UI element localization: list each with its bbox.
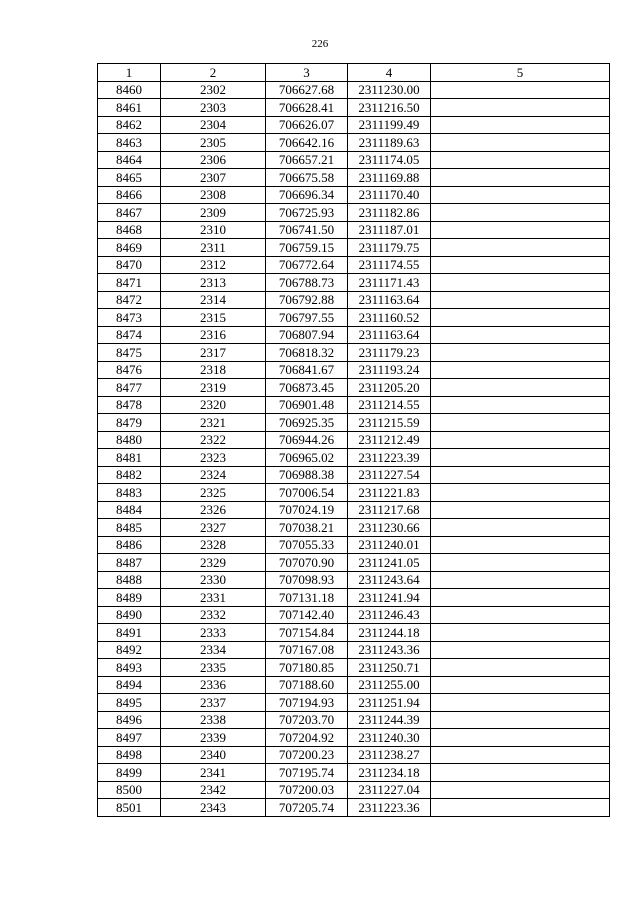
table-cell-col-5 [431,466,610,484]
table-row [98,256,610,274]
table-row [98,571,610,589]
table-cell-col-3: 706788.73 [266,274,348,292]
table-cell-col-2: 2335 [161,659,266,677]
table-cell-col-4: 2311214.55 [348,396,431,414]
table-cell-col-1: 8462 [98,116,161,134]
table-cell-col-2: 2312 [161,256,266,274]
table-cell-col-4: 2311169.88 [348,169,431,187]
table-cell-col-2: 2313 [161,274,266,292]
column-header-5: 5 [431,64,610,82]
table-cell-col-3: 707194.93 [266,694,348,712]
table-cell-col-4: 2311250.71 [348,659,431,677]
table-cell-col-4: 2311217.68 [348,501,431,519]
table-cell-col-2: 2342 [161,781,266,799]
table-cell-col-1: 8465 [98,169,161,187]
table-cell-col-4: 2311163.64 [348,326,431,344]
table-cell-col-4: 2311189.63 [348,134,431,152]
table-cell-col-5 [431,221,610,239]
table-cell-col-4: 2311246.43 [348,606,431,624]
table-cell-col-3: 707204.92 [266,729,348,747]
table-cell-col-3: 707142.40 [266,606,348,624]
table-row [98,676,610,694]
table-row [98,274,610,292]
header-row [98,64,610,82]
table-cell-col-4: 2311199.49 [348,116,431,134]
table-cell-col-3: 706741.50 [266,221,348,239]
table-cell-col-1: 8476 [98,361,161,379]
table-row [98,484,610,502]
table-cell-col-5 [431,519,610,537]
table-cell-col-1: 8499 [98,764,161,782]
table-row [98,239,610,257]
table-cell-col-2: 2306 [161,151,266,169]
table-cell-col-1: 8481 [98,449,161,467]
table-cell-col-3: 706657.21 [266,151,348,169]
table-cell-col-5 [431,256,610,274]
table-cell-col-5 [431,274,610,292]
table-row [98,134,610,152]
table-cell-col-2: 2308 [161,186,266,204]
table-cell-col-3: 706925.35 [266,414,348,432]
table-cell-col-4: 2311171.43 [348,274,431,292]
table-cell-col-5 [431,379,610,397]
table-row [98,81,610,99]
table-cell-col-5 [431,204,610,222]
coordinates-table [97,63,610,817]
table-cell-col-5 [431,81,610,99]
table-cell-col-5 [431,396,610,414]
table-cell-col-5 [431,431,610,449]
table-cell-col-2: 2338 [161,711,266,729]
table-row [98,694,610,712]
table-cell-col-5 [431,414,610,432]
table-cell-col-2: 2340 [161,746,266,764]
table-cell-col-4: 2311212.49 [348,431,431,449]
table-cell-col-1: 8498 [98,746,161,764]
table-cell-col-1: 8490 [98,606,161,624]
table-cell-col-4: 2311174.05 [348,151,431,169]
table-cell-col-4: 2311227.04 [348,781,431,799]
table-cell-col-2: 2334 [161,641,266,659]
table-cell-col-4: 2311243.36 [348,641,431,659]
table-cell-col-3: 706841.67 [266,361,348,379]
table-cell-col-1: 8477 [98,379,161,397]
table-row [98,624,610,642]
table-cell-col-5 [431,501,610,519]
table-cell-col-2: 2332 [161,606,266,624]
table-cell-col-3: 707188.60 [266,676,348,694]
table-cell-col-5 [431,239,610,257]
table-cell-col-5 [431,169,610,187]
table-cell-col-5 [431,659,610,677]
table-cell-col-1: 8495 [98,694,161,712]
table-cell-col-4: 2311223.39 [348,449,431,467]
table-row [98,221,610,239]
table-cell-col-4: 2311230.66 [348,519,431,537]
table-cell-col-1: 8485 [98,519,161,537]
table-cell-col-3: 706873.45 [266,379,348,397]
table-cell-col-3: 707200.23 [266,746,348,764]
table-cell-col-4: 2311255.00 [348,676,431,694]
table-cell-col-2: 2314 [161,291,266,309]
table-cell-col-4: 2311216.50 [348,99,431,117]
table-row [98,641,610,659]
table-cell-col-3: 706818.32 [266,344,348,362]
table-row [98,764,610,782]
table-cell-col-1: 8494 [98,676,161,694]
table-cell-col-4: 2311174.55 [348,256,431,274]
table-cell-col-2: 2325 [161,484,266,502]
table-row [98,554,610,572]
table-cell-col-4: 2311240.01 [348,536,431,554]
table-row [98,396,610,414]
table-cell-col-3: 707055.33 [266,536,348,554]
table-cell-col-4: 2311234.18 [348,764,431,782]
table-cell-col-3: 707006.54 [266,484,348,502]
column-header-1: 1 [98,64,161,82]
table-cell-col-3: 706772.64 [266,256,348,274]
table-cell-col-5 [431,764,610,782]
table-cell-col-3: 707038.21 [266,519,348,537]
table-cell-col-2: 2327 [161,519,266,537]
table-cell-col-5 [431,484,610,502]
table-cell-col-5 [431,116,610,134]
table-cell-col-5 [431,361,610,379]
table-cell-col-1: 8487 [98,554,161,572]
table-row [98,519,610,537]
table-cell-col-2: 2311 [161,239,266,257]
table-cell-col-1: 8480 [98,431,161,449]
table-cell-col-3: 706759.15 [266,239,348,257]
table-row [98,799,610,817]
table-cell-col-3: 707098.93 [266,571,348,589]
table-cell-col-2: 2343 [161,799,266,817]
table-cell-col-2: 2318 [161,361,266,379]
table-cell-col-2: 2309 [161,204,266,222]
table-cell-col-3: 707200.03 [266,781,348,799]
table-cell-col-3: 707024.19 [266,501,348,519]
table-cell-col-1: 8483 [98,484,161,502]
table-cell-col-5 [431,676,610,694]
table-cell-col-2: 2321 [161,414,266,432]
table-row [98,449,610,467]
table-row [98,361,610,379]
table-cell-col-2: 2324 [161,466,266,484]
table-cell-col-1: 8461 [98,99,161,117]
table-cell-col-4: 2311179.23 [348,344,431,362]
table-cell-col-5 [431,536,610,554]
table-cell-col-3: 706628.41 [266,99,348,117]
table-cell-col-3: 706725.93 [266,204,348,222]
table-cell-col-2: 2305 [161,134,266,152]
table-row [98,291,610,309]
table-cell-col-5 [431,186,610,204]
table-row [98,606,610,624]
table-cell-col-5 [431,589,610,607]
table-cell-col-3: 706807.94 [266,326,348,344]
table-cell-col-3: 706797.55 [266,309,348,327]
table-row [98,414,610,432]
table-cell-col-2: 2336 [161,676,266,694]
table-cell-col-5 [431,624,610,642]
table-cell-col-3: 706901.48 [266,396,348,414]
table-cell-col-1: 8470 [98,256,161,274]
table-cell-col-2: 2331 [161,589,266,607]
table-cell-col-1: 8478 [98,396,161,414]
table-cell-col-1: 8467 [98,204,161,222]
table-cell-col-1: 8486 [98,536,161,554]
table-cell-col-5 [431,326,610,344]
table-cell-col-2: 2320 [161,396,266,414]
table-cell-col-2: 2310 [161,221,266,239]
column-header-3: 3 [266,64,348,82]
table-cell-col-3: 706642.16 [266,134,348,152]
table-cell-col-1: 8496 [98,711,161,729]
table-cell-col-1: 8500 [98,781,161,799]
table-cell-col-4: 2311160.52 [348,309,431,327]
table-cell-col-3: 707205.74 [266,799,348,817]
table-cell-col-1: 8492 [98,641,161,659]
table-cell-col-2: 2323 [161,449,266,467]
table-cell-col-2: 2316 [161,326,266,344]
table-row [98,711,610,729]
table-cell-col-1: 8466 [98,186,161,204]
table-cell-col-5 [431,729,610,747]
table-cell-col-3: 706626.07 [266,116,348,134]
table-row [98,746,610,764]
table-cell-col-3: 707131.18 [266,589,348,607]
table-cell-col-5 [431,694,610,712]
table-row [98,204,610,222]
table-cell-col-3: 706944.26 [266,431,348,449]
table-cell-col-1: 8474 [98,326,161,344]
table-cell-col-4: 2311227.54 [348,466,431,484]
table-cell-col-4: 2311244.39 [348,711,431,729]
table-row [98,186,610,204]
table-cell-col-3: 707180.85 [266,659,348,677]
page-number: 226 [311,38,329,50]
table-cell-col-1: 8464 [98,151,161,169]
table-cell-col-4: 2311244.18 [348,624,431,642]
table-cell-col-3: 707195.74 [266,764,348,782]
table-cell-col-4: 2311182.86 [348,204,431,222]
table-cell-col-4: 2311163.64 [348,291,431,309]
table-cell-col-5 [431,151,610,169]
table-cell-col-1: 8468 [98,221,161,239]
table-cell-col-3: 707154.84 [266,624,348,642]
table-cell-col-4: 2311240.30 [348,729,431,747]
table-row [98,501,610,519]
table-cell-col-5 [431,99,610,117]
table-row [98,309,610,327]
table-cell-col-5 [431,291,610,309]
table-cell-col-2: 2315 [161,309,266,327]
table-cell-col-1: 8491 [98,624,161,642]
table-cell-col-2: 2304 [161,116,266,134]
table-cell-col-1: 8484 [98,501,161,519]
table-row [98,116,610,134]
table-cell-col-1: 8472 [98,291,161,309]
table-cell-col-4: 2311223.36 [348,799,431,817]
table-row [98,326,610,344]
table-cell-col-2: 2326 [161,501,266,519]
table-cell-col-2: 2317 [161,344,266,362]
table-cell-col-2: 2303 [161,99,266,117]
table-cell-col-3: 706675.58 [266,169,348,187]
table-row [98,379,610,397]
table-cell-col-4: 2311187.01 [348,221,431,239]
table-row [98,169,610,187]
table-cell-col-3: 707070.90 [266,554,348,572]
table-row [98,151,610,169]
table-cell-col-4: 2311230.00 [348,81,431,99]
table-cell-col-1: 8489 [98,589,161,607]
table-cell-col-5 [431,799,610,817]
table-row [98,466,610,484]
table-cell-col-4: 2311241.05 [348,554,431,572]
table-cell-col-1: 8469 [98,239,161,257]
table-cell-col-4: 2311205.20 [348,379,431,397]
table-cell-col-3: 706792.88 [266,291,348,309]
table-cell-col-3: 706988.38 [266,466,348,484]
table-cell-col-5 [431,781,610,799]
table-cell-col-5 [431,711,610,729]
table-cell-col-1: 8479 [98,414,161,432]
table-cell-col-2: 2339 [161,729,266,747]
table-cell-col-5 [431,571,610,589]
table-cell-col-1: 8471 [98,274,161,292]
table-cell-col-4: 2311241.94 [348,589,431,607]
table-cell-col-2: 2302 [161,81,266,99]
table-row [98,431,610,449]
table-cell-col-2: 2337 [161,694,266,712]
table-body [98,81,610,816]
column-header-4: 4 [348,64,431,82]
table-cell-col-1: 8501 [98,799,161,817]
table-cell-col-2: 2329 [161,554,266,572]
table-cell-col-4: 2311238.27 [348,746,431,764]
table-cell-col-3: 706627.68 [266,81,348,99]
table-cell-col-5 [431,309,610,327]
table-row [98,781,610,799]
table-cell-col-5 [431,746,610,764]
table-cell-col-4: 2311251.94 [348,694,431,712]
table-header [98,64,610,82]
table-cell-col-4: 2311221.83 [348,484,431,502]
table-cell-col-1: 8488 [98,571,161,589]
table-cell-col-5 [431,134,610,152]
table-row [98,729,610,747]
table-cell-col-1: 8463 [98,134,161,152]
table-cell-col-3: 707203.70 [266,711,348,729]
table-cell-col-1: 8475 [98,344,161,362]
table-row [98,659,610,677]
table-row [98,536,610,554]
table-cell-col-1: 8482 [98,466,161,484]
table-cell-col-4: 2311193.24 [348,361,431,379]
table-cell-col-4: 2311215.59 [348,414,431,432]
table-row [98,589,610,607]
table-row [98,344,610,362]
table-cell-col-3: 706696.34 [266,186,348,204]
table-cell-col-2: 2341 [161,764,266,782]
table-cell-col-5 [431,641,610,659]
table-cell-col-5 [431,554,610,572]
table-cell-col-5 [431,344,610,362]
table-cell-col-1: 8460 [98,81,161,99]
table-cell-col-1: 8497 [98,729,161,747]
table-cell-col-3: 706965.02 [266,449,348,467]
table-cell-col-4: 2311243.64 [348,571,431,589]
table-cell-col-1: 8493 [98,659,161,677]
table-cell-col-5 [431,606,610,624]
table-cell-col-2: 2322 [161,431,266,449]
table-cell-col-2: 2330 [161,571,266,589]
table-cell-col-2: 2328 [161,536,266,554]
table-row [98,99,610,117]
table-cell-col-2: 2307 [161,169,266,187]
table-cell-col-4: 2311179.75 [348,239,431,257]
table-cell-col-5 [431,449,610,467]
table-cell-col-2: 2319 [161,379,266,397]
column-header-2: 2 [161,64,266,82]
table-cell-col-3: 707167.08 [266,641,348,659]
table-cell-col-4: 2311170.40 [348,186,431,204]
table-cell-col-2: 2333 [161,624,266,642]
table-cell-col-1: 8473 [98,309,161,327]
